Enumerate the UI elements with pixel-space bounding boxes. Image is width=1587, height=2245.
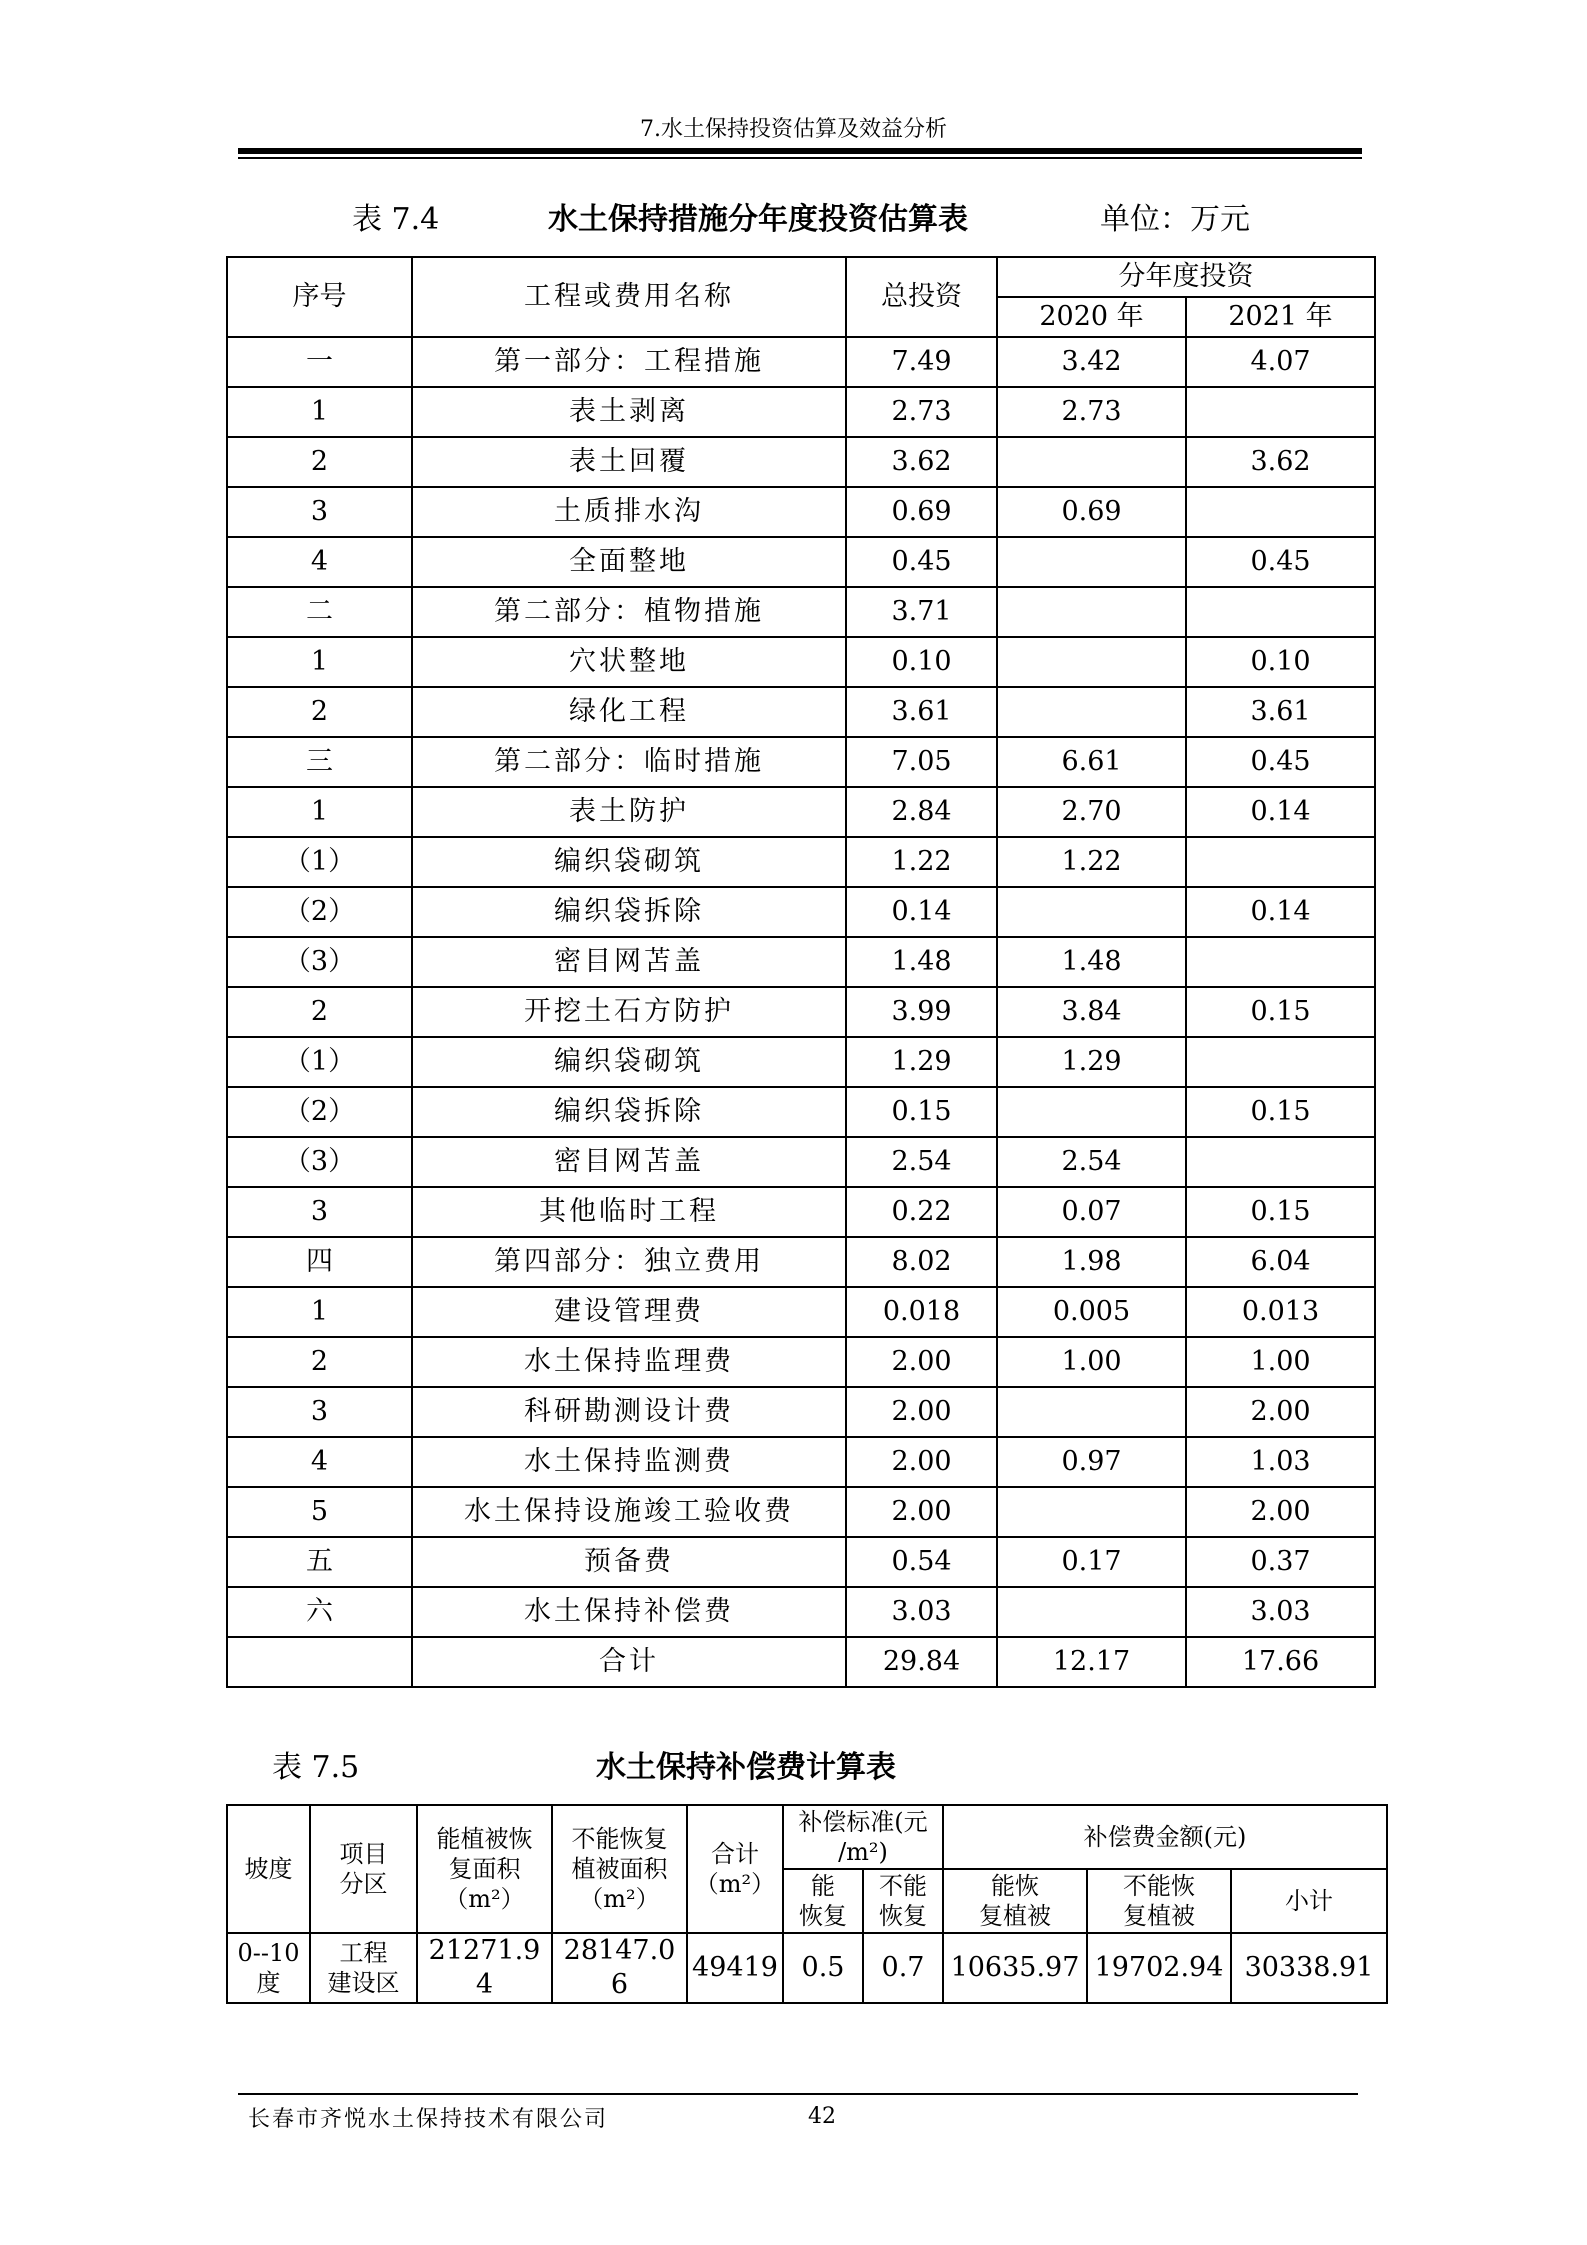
row-total: 0.10 bbox=[846, 637, 997, 687]
row-2021: 0.15 bbox=[1186, 987, 1375, 1037]
header-seq: 序号 bbox=[227, 257, 412, 337]
row-name: 水土保持监理费 bbox=[412, 1337, 846, 1387]
row-seq: 1 bbox=[227, 1287, 412, 1337]
table-row bbox=[227, 837, 1375, 887]
row-2020 bbox=[997, 1087, 1186, 1137]
row-seq: 2 bbox=[227, 1337, 412, 1387]
table-row bbox=[227, 637, 1375, 687]
t2-cell-veg-area: 21271.9 4 bbox=[417, 1933, 552, 2003]
t2-header-std-cannot: 不能 恢复 bbox=[863, 1869, 943, 1933]
t2-header-amt-can: 能恢 复植被 bbox=[943, 1869, 1087, 1933]
table1-caption-title: 水土保持措施分年度投资估算表 bbox=[548, 202, 968, 237]
row-name: 绿化工程 bbox=[412, 687, 846, 737]
row-name: 合计 bbox=[412, 1637, 846, 1687]
row-seq: （3） bbox=[227, 1137, 412, 1187]
footer-company: 长春市齐悦水土保持技术有限公司 bbox=[248, 2107, 609, 2132]
table-row bbox=[227, 887, 1375, 937]
row-total: 3.71 bbox=[846, 587, 997, 637]
row-seq: 2 bbox=[227, 687, 412, 737]
row-name: 表土防护 bbox=[412, 787, 846, 837]
table-row bbox=[227, 337, 1375, 387]
table-row bbox=[227, 937, 1375, 987]
row-2020: 12.17 bbox=[997, 1637, 1186, 1687]
row-2020 bbox=[997, 537, 1186, 587]
row-2021: 0.10 bbox=[1186, 637, 1375, 687]
row-2020 bbox=[997, 637, 1186, 687]
t2-header-amount: 补偿费金额(元) bbox=[943, 1805, 1387, 1869]
row-2021: 4.07 bbox=[1186, 337, 1375, 387]
table-row bbox=[227, 587, 1375, 637]
row-name: 编织袋砌筑 bbox=[412, 837, 846, 887]
row-seq: 五 bbox=[227, 1537, 412, 1587]
row-2021 bbox=[1186, 837, 1375, 887]
t2-header-veg-area: 能植被恢 复面积 （m²） bbox=[417, 1805, 552, 1933]
row-seq: 1 bbox=[227, 637, 412, 687]
row-2020: 2.70 bbox=[997, 787, 1186, 837]
row-2021: 0.45 bbox=[1186, 737, 1375, 787]
table-row bbox=[227, 537, 1375, 587]
running-header: 7.水土保持投资估算及效益分析 bbox=[640, 117, 947, 142]
row-seq: （1） bbox=[227, 1037, 412, 1087]
header-total: 总投资 bbox=[846, 257, 997, 337]
row-seq: （3） bbox=[227, 937, 412, 987]
row-name: 开挖土石方防护 bbox=[412, 987, 846, 1037]
row-seq: 5 bbox=[227, 1487, 412, 1537]
header-year-2020: 2020 年 bbox=[997, 297, 1186, 337]
table-row bbox=[227, 987, 1375, 1037]
row-2021: 0.15 bbox=[1186, 1187, 1375, 1237]
row-2021: 0.45 bbox=[1186, 537, 1375, 587]
row-seq: 1 bbox=[227, 787, 412, 837]
row-total: 2.84 bbox=[846, 787, 997, 837]
row-name: 土质排水沟 bbox=[412, 487, 846, 537]
row-name: 编织袋拆除 bbox=[412, 887, 846, 937]
row-2021: 2.00 bbox=[1186, 1487, 1375, 1537]
row-seq: 3 bbox=[227, 487, 412, 537]
row-name: 第一部分：工程措施 bbox=[412, 337, 846, 387]
row-2020: 0.97 bbox=[997, 1437, 1186, 1487]
table-row bbox=[227, 737, 1375, 787]
row-2020 bbox=[997, 1387, 1186, 1437]
row-seq: 一 bbox=[227, 337, 412, 387]
row-name: 第四部分：独立费用 bbox=[412, 1237, 846, 1287]
row-2021: 0.37 bbox=[1186, 1537, 1375, 1587]
row-name: 第二部分：植物措施 bbox=[412, 587, 846, 637]
table-row bbox=[227, 487, 1375, 537]
row-2020 bbox=[997, 437, 1186, 487]
row-total: 2.00 bbox=[846, 1487, 997, 1537]
t2-cell-amt-cannot: 19702.94 bbox=[1087, 1933, 1231, 2003]
row-total: 1.29 bbox=[846, 1037, 997, 1087]
row-name: 表土剥离 bbox=[412, 387, 846, 437]
row-seq: 4 bbox=[227, 1437, 412, 1487]
row-total: 0.45 bbox=[846, 537, 997, 587]
table-row bbox=[227, 1437, 1375, 1487]
page-number: 42 bbox=[808, 2104, 836, 2129]
row-total: 3.62 bbox=[846, 437, 997, 487]
row-name: 建设管理费 bbox=[412, 1287, 846, 1337]
row-seq bbox=[227, 1637, 412, 1687]
row-2020 bbox=[997, 1487, 1186, 1537]
row-2021: 17.66 bbox=[1186, 1637, 1375, 1687]
row-name: 其他临时工程 bbox=[412, 1187, 846, 1237]
footer-rule bbox=[238, 2093, 1358, 2095]
row-seq: （2） bbox=[227, 1087, 412, 1137]
row-2021: 3.03 bbox=[1186, 1587, 1375, 1637]
table-row bbox=[227, 387, 1375, 437]
row-2020: 0.07 bbox=[997, 1187, 1186, 1237]
compensation-table bbox=[226, 1804, 1388, 2004]
row-2021: 0.013 bbox=[1186, 1287, 1375, 1337]
row-seq: 3 bbox=[227, 1387, 412, 1437]
row-name: 预备费 bbox=[412, 1537, 846, 1587]
row-name: 编织袋砌筑 bbox=[412, 1037, 846, 1087]
t2-cell-amt-subtotal: 30338.91 bbox=[1231, 1933, 1387, 2003]
table-row bbox=[227, 1637, 1375, 1687]
row-total: 1.22 bbox=[846, 837, 997, 887]
t2-cell-std-cannot: 0.7 bbox=[863, 1933, 943, 2003]
row-seq: 二 bbox=[227, 587, 412, 637]
table-row bbox=[227, 687, 1375, 737]
t2-header-nonveg-area: 不能恢复 植被面积 （m²） bbox=[552, 1805, 687, 1933]
row-2020: 1.22 bbox=[997, 837, 1186, 887]
row-total: 3.03 bbox=[846, 1587, 997, 1637]
row-name: 水土保持监测费 bbox=[412, 1437, 846, 1487]
table-row bbox=[227, 1387, 1375, 1437]
header-rule-thick bbox=[238, 148, 1362, 154]
t2-header-amt-cannot: 不能恢 复植被 bbox=[1087, 1869, 1231, 1933]
row-seq: 1 bbox=[227, 387, 412, 437]
row-total: 2.73 bbox=[846, 387, 997, 437]
row-2021: 0.14 bbox=[1186, 887, 1375, 937]
row-total: 2.00 bbox=[846, 1387, 997, 1437]
t2-cell-zone: 工程 建设区 bbox=[310, 1933, 417, 2003]
row-total: 0.22 bbox=[846, 1187, 997, 1237]
table-row bbox=[227, 1487, 1375, 1537]
row-2020: 3.84 bbox=[997, 987, 1186, 1037]
row-2020: 1.29 bbox=[997, 1037, 1186, 1087]
row-2020: 1.98 bbox=[997, 1237, 1186, 1287]
row-2021: 2.00 bbox=[1186, 1387, 1375, 1437]
row-name: 第二部分：临时措施 bbox=[412, 737, 846, 787]
t2-cell-slope: 0--10 度 bbox=[227, 1933, 310, 2003]
row-2021: 0.14 bbox=[1186, 787, 1375, 837]
table-row bbox=[227, 1337, 1375, 1387]
table-row bbox=[227, 1287, 1375, 1337]
table-row bbox=[227, 1037, 1375, 1087]
header-name: 工程或费用名称 bbox=[412, 257, 846, 337]
row-total: 3.99 bbox=[846, 987, 997, 1037]
row-2020: 2.73 bbox=[997, 387, 1186, 437]
row-name: 密目网苫盖 bbox=[412, 1137, 846, 1187]
t2-cell-amt-can: 10635.97 bbox=[943, 1933, 1087, 2003]
table-row bbox=[227, 787, 1375, 837]
row-2020: 6.61 bbox=[997, 737, 1186, 787]
table1-caption-number: 表 7.4 bbox=[352, 202, 440, 237]
row-2020: 2.54 bbox=[997, 1137, 1186, 1187]
t2-header-amt-subtotal: 小计 bbox=[1231, 1869, 1387, 1933]
row-2020: 1.48 bbox=[997, 937, 1186, 987]
t2-cell-nonveg-area: 28147.0 6 bbox=[552, 1933, 687, 2003]
row-name: 科研勘测设计费 bbox=[412, 1387, 846, 1437]
t2-cell-total-area: 49419 bbox=[687, 1933, 783, 2003]
row-seq: 3 bbox=[227, 1187, 412, 1237]
row-2020: 1.00 bbox=[997, 1337, 1186, 1387]
row-total: 0.54 bbox=[846, 1537, 997, 1587]
table2-caption-number: 表 7.5 bbox=[272, 1750, 360, 1785]
row-total: 8.02 bbox=[846, 1237, 997, 1287]
t2-header-slope: 坡度 bbox=[227, 1805, 310, 1933]
t2-header-standard: 补偿标准(元 /m²) bbox=[783, 1805, 943, 1869]
t2-header-total-area: 合计 （m²） bbox=[687, 1805, 783, 1933]
row-seq: （1） bbox=[227, 837, 412, 887]
row-2021: 1.00 bbox=[1186, 1337, 1375, 1387]
row-name: 表土回覆 bbox=[412, 437, 846, 487]
row-total: 3.61 bbox=[846, 687, 997, 737]
row-total: 0.15 bbox=[846, 1087, 997, 1137]
row-name: 水土保持设施竣工验收费 bbox=[412, 1487, 846, 1537]
table1-caption-unit: 单位：万元 bbox=[1100, 202, 1250, 237]
row-seq: 2 bbox=[227, 437, 412, 487]
row-total: 7.49 bbox=[846, 337, 997, 387]
table-row bbox=[227, 437, 1375, 487]
table-row bbox=[227, 1137, 1375, 1187]
row-2021: 0.15 bbox=[1186, 1087, 1375, 1137]
row-total: 0.14 bbox=[846, 887, 997, 937]
row-seq: 4 bbox=[227, 537, 412, 587]
row-2021 bbox=[1186, 1037, 1375, 1087]
row-total: 29.84 bbox=[846, 1637, 997, 1687]
row-total: 2.00 bbox=[846, 1337, 997, 1387]
header-yearly-group: 分年度投资 bbox=[997, 257, 1375, 297]
row-2021: 1.03 bbox=[1186, 1437, 1375, 1487]
row-total: 2.54 bbox=[846, 1137, 997, 1187]
investment-table bbox=[226, 256, 1376, 1688]
table-row bbox=[227, 1237, 1375, 1287]
row-2020: 3.42 bbox=[997, 337, 1186, 387]
row-2020 bbox=[997, 587, 1186, 637]
row-name: 密目网苫盖 bbox=[412, 937, 846, 987]
row-seq: （2） bbox=[227, 887, 412, 937]
row-name: 编织袋拆除 bbox=[412, 1087, 846, 1137]
row-2021 bbox=[1186, 587, 1375, 637]
row-2021 bbox=[1186, 387, 1375, 437]
row-2021 bbox=[1186, 1137, 1375, 1187]
table-row bbox=[227, 1087, 1375, 1137]
header-year-2021: 2021 年 bbox=[1186, 297, 1375, 337]
row-total: 0.018 bbox=[846, 1287, 997, 1337]
row-2020: 0.17 bbox=[997, 1537, 1186, 1587]
row-name: 穴状整地 bbox=[412, 637, 846, 687]
row-2020 bbox=[997, 887, 1186, 937]
row-2020 bbox=[997, 687, 1186, 737]
row-2021 bbox=[1186, 487, 1375, 537]
row-seq: 六 bbox=[227, 1587, 412, 1637]
row-total: 0.69 bbox=[846, 487, 997, 537]
row-2020: 0.005 bbox=[997, 1287, 1186, 1337]
row-total: 2.00 bbox=[846, 1437, 997, 1487]
row-seq: 三 bbox=[227, 737, 412, 787]
header-rule-thin bbox=[238, 157, 1362, 159]
row-2021: 6.04 bbox=[1186, 1237, 1375, 1287]
row-name: 全面整地 bbox=[412, 537, 846, 587]
table2-caption-title: 水土保持补偿费计算表 bbox=[596, 1750, 896, 1785]
row-2020 bbox=[997, 1587, 1186, 1637]
row-seq: 四 bbox=[227, 1237, 412, 1287]
row-2021: 3.62 bbox=[1186, 437, 1375, 487]
row-2020: 0.69 bbox=[997, 487, 1186, 537]
t2-cell-std-can: 0.5 bbox=[783, 1933, 863, 2003]
table-row bbox=[227, 1187, 1375, 1237]
table-row bbox=[227, 1537, 1375, 1587]
row-total: 1.48 bbox=[846, 937, 997, 987]
t2-header-std-can: 能 恢复 bbox=[783, 1869, 863, 1933]
row-2021: 3.61 bbox=[1186, 687, 1375, 737]
row-seq: 2 bbox=[227, 987, 412, 1037]
row-2021 bbox=[1186, 937, 1375, 987]
row-total: 7.05 bbox=[846, 737, 997, 787]
row-name: 水土保持补偿费 bbox=[412, 1587, 846, 1637]
table-row bbox=[227, 1587, 1375, 1637]
t2-header-zone: 项目 分区 bbox=[310, 1805, 417, 1933]
